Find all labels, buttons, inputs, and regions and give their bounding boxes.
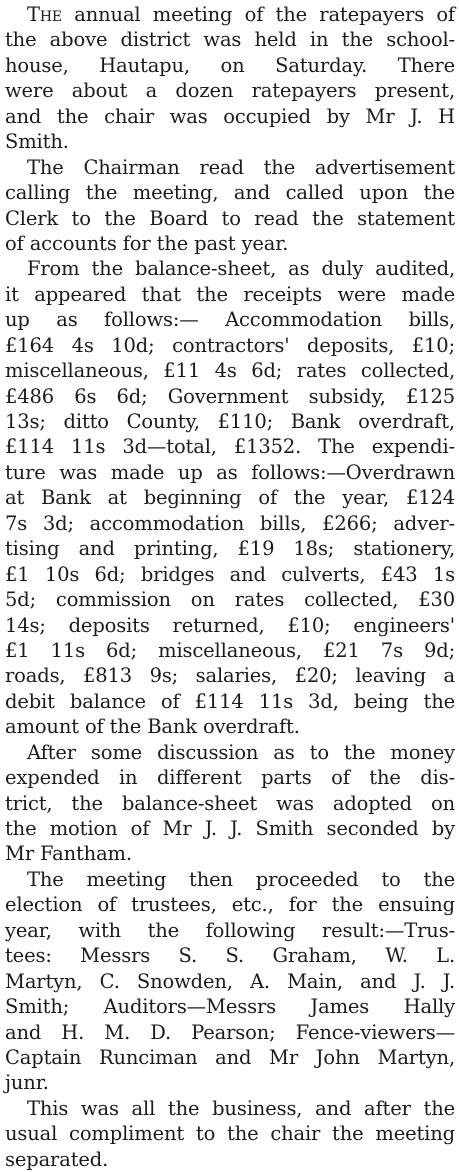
article-line: Clerk to the Board to read the statement (5, 206, 455, 230)
article-line: 14s; deposits returned, £10; engineers' (5, 613, 455, 637)
article-line: The Chairman read the advertisement (27, 155, 455, 179)
article-line: 5d; commission on rates collected, £30 (5, 588, 455, 612)
paragraph-4 (5, 740, 455, 867)
article-line: it appeared that the receipts were made (5, 282, 455, 306)
article-line: the above district was held in the school- (5, 28, 455, 52)
article-line: 7s 3d; accommodation bills, £266; adver- (5, 511, 455, 535)
paragraph-2 (5, 155, 455, 257)
article-line: £114 11s 3d—total, £1352. The expendi- (5, 435, 455, 459)
article-line: were about a dozen ratepayers present, (5, 79, 455, 103)
article-line: junr. (5, 1071, 49, 1095)
article-line: the motion of Mr J. J. Smith seconded by (5, 817, 455, 840)
article-line: Mr Fantham. (5, 842, 132, 866)
article-line: This was all the business, and after the (27, 1096, 455, 1120)
article-line: After some discussion as to the money (27, 740, 455, 764)
article-line: tising and printing, £19 18s; stationery, (5, 537, 455, 561)
article-line: house, Hautapu, on Saturday. There (5, 53, 455, 77)
article-line: calling the meeting, and called upon the (5, 181, 455, 205)
article-line: roads, £813 9s; salaries, £20; leaving a (5, 664, 455, 688)
lead-word: The (27, 3, 62, 26)
article-line: election of trustees, etc., for the ensuing (5, 893, 455, 917)
article-line: ture was made up as follows:—Overdrawn (5, 460, 455, 484)
paragraph-1 (5, 2, 455, 155)
article-line: of accounts for the past year. (5, 231, 289, 255)
article-line: Captain Runciman and Mr John Martyn, (5, 1045, 455, 1069)
article-line: debit balance of £114 11s 3d, being the (5, 689, 455, 713)
article-line: separated. (5, 1147, 109, 1171)
paragraph-5 (5, 867, 455, 1096)
article-line: at Bank at beginning of the year, £124 (5, 486, 455, 510)
article-line: and H. M. D. Pearson; Fence-viewers— (5, 1020, 455, 1044)
article-line: year, with the following result:—Trus- (5, 918, 455, 942)
article-line: £164 4s 10d; contractors' deposits, £10; (5, 333, 455, 357)
article-line: amount of the Bank overdraft. (5, 715, 300, 739)
article-line: expended in different parts of the dis- (5, 766, 455, 790)
article-line: 13s; ditto County, £110; Bank overdraft, (5, 410, 455, 433)
article-line: up as follows:— Accommodation bills, (5, 308, 455, 332)
article-line: £486 6s 6d; Government subsidy, £125 (5, 384, 455, 408)
paragraph-6 (5, 1096, 455, 1172)
article-line: Smith. (5, 130, 69, 154)
article-line: Martyn, C. Snowden, A. Main, and J. J. (5, 969, 455, 993)
article-line: trict, the balance-sheet was adopted on (5, 791, 455, 815)
article-line: The annual meeting of the ratepayers of (27, 3, 455, 26)
article-line: and the chair was occupied by Mr J. H (5, 104, 455, 128)
article-line: £1 11s 6d; miscellaneous, £21 7s 9d; (5, 638, 455, 662)
article-line: miscellaneous, £11 4s 6d; rates collected, (5, 359, 455, 383)
article-line: tees: Messrs S. S. Graham, W. L. (5, 944, 455, 968)
article-line: usual compliment to the chair the meeting (5, 1122, 455, 1146)
paragraph-3 (5, 256, 455, 739)
article-line: From the balance-sheet, as duly audited, (27, 257, 455, 281)
article-line: £1 10s 6d; bridges and culverts, £43 1s (5, 562, 455, 586)
article-line: The meeting then proceeded to the (27, 867, 455, 891)
article-line: Smith; Auditors—Messrs James Hally (5, 995, 455, 1019)
